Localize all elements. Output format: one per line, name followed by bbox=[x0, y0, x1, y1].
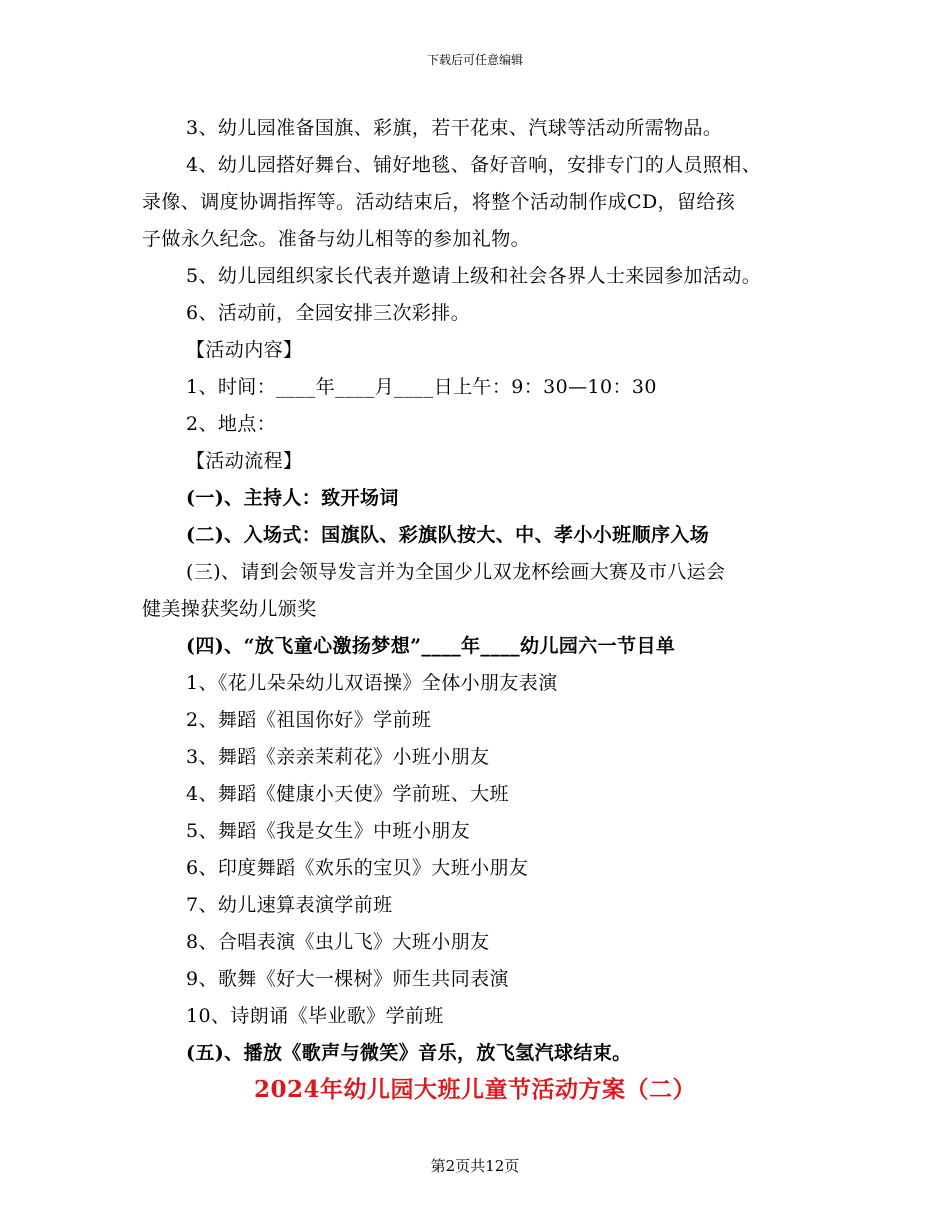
program-item: 4、舞蹈《健康小天使》学前班、大班 bbox=[186, 783, 509, 805]
program-item: 3、舞蹈《亲亲茉莉花》小班小朋友 bbox=[186, 746, 490, 768]
paragraph-line: 子做永久纪念。准备与幼儿相等的参加礼物。 bbox=[142, 228, 531, 250]
flow-step-heading: (四)、“放飞童心激扬梦想”____年____幼儿园六一节目单 bbox=[186, 635, 676, 657]
program-item: 6、印度舞蹈《欢乐的宝贝》大班小朋友 bbox=[186, 857, 529, 879]
page-header-note: 下载后可任意编辑 bbox=[426, 53, 523, 67]
paragraph-line: 健美操获奖幼儿颁奖 bbox=[142, 598, 317, 620]
program-item: 10、诗朗诵《毕业歌》学前班 bbox=[186, 1005, 444, 1027]
program-item: 1、《花儿朵朵幼儿双语操》全体小朋友表演 bbox=[186, 672, 558, 694]
program-item: 7、幼儿速算表演学前班 bbox=[186, 894, 393, 916]
flow-step-heading: (五)、播放《歌声与微笑》音乐，放飞氢汽球结束。 bbox=[186, 1042, 632, 1064]
program-item: 8、合唱表演《虫儿飞》大班小朋友 bbox=[186, 931, 490, 953]
program-item: 2、舞蹈《祖国你好》学前班 bbox=[186, 709, 432, 731]
flow-step-heading: (二)、入场式：国旗队、彩旗队按大、中、孝小小班顺序入场 bbox=[186, 524, 710, 546]
paragraph-line: 3、幼儿园准备国旗、彩旗，若干花束、汽球等活动所需物品。 bbox=[186, 117, 723, 139]
paragraph-line: (三)、请到会领导发言并为全国少儿双龙杯绘画大赛及市八运会 bbox=[186, 561, 726, 583]
paragraph-line: 4、幼儿园搭好舞台、铺好地毯、备好音响，安排专门的人员照相、 bbox=[186, 154, 762, 176]
paragraph-line: 6、活动前，全园安排三次彩排。 bbox=[186, 302, 471, 324]
paragraph-line: 2、地点： bbox=[186, 413, 277, 435]
program-item: 5、舞蹈《我是女生》中班小朋友 bbox=[186, 820, 471, 842]
document-body bbox=[142, 110, 832, 1072]
paragraph-line: 1、时间：____年____月____日上午：9：30—10：30 bbox=[186, 376, 657, 398]
section-heading: 【活动流程】 bbox=[186, 450, 303, 472]
program-item: 9、歌舞《好大一棵树》师生共同表演 bbox=[186, 968, 509, 990]
flow-step-heading: (一)、主持人：致开场词 bbox=[186, 487, 399, 509]
paragraph-line: 5、幼儿园组织家长代表并邀请上级和社会各界人士来园参加活动。 bbox=[186, 265, 762, 287]
section-heading: 【活动内容】 bbox=[186, 339, 303, 361]
paragraph-line: 录像、调度协调指挥等。活动结束后，将整个活动制作成CD，留给孩 bbox=[142, 191, 736, 213]
page-footer: 第2页共12页 bbox=[430, 1157, 520, 1175]
section-title: 2024年幼儿园大班儿童节活动方案（二） bbox=[253, 1076, 696, 1103]
